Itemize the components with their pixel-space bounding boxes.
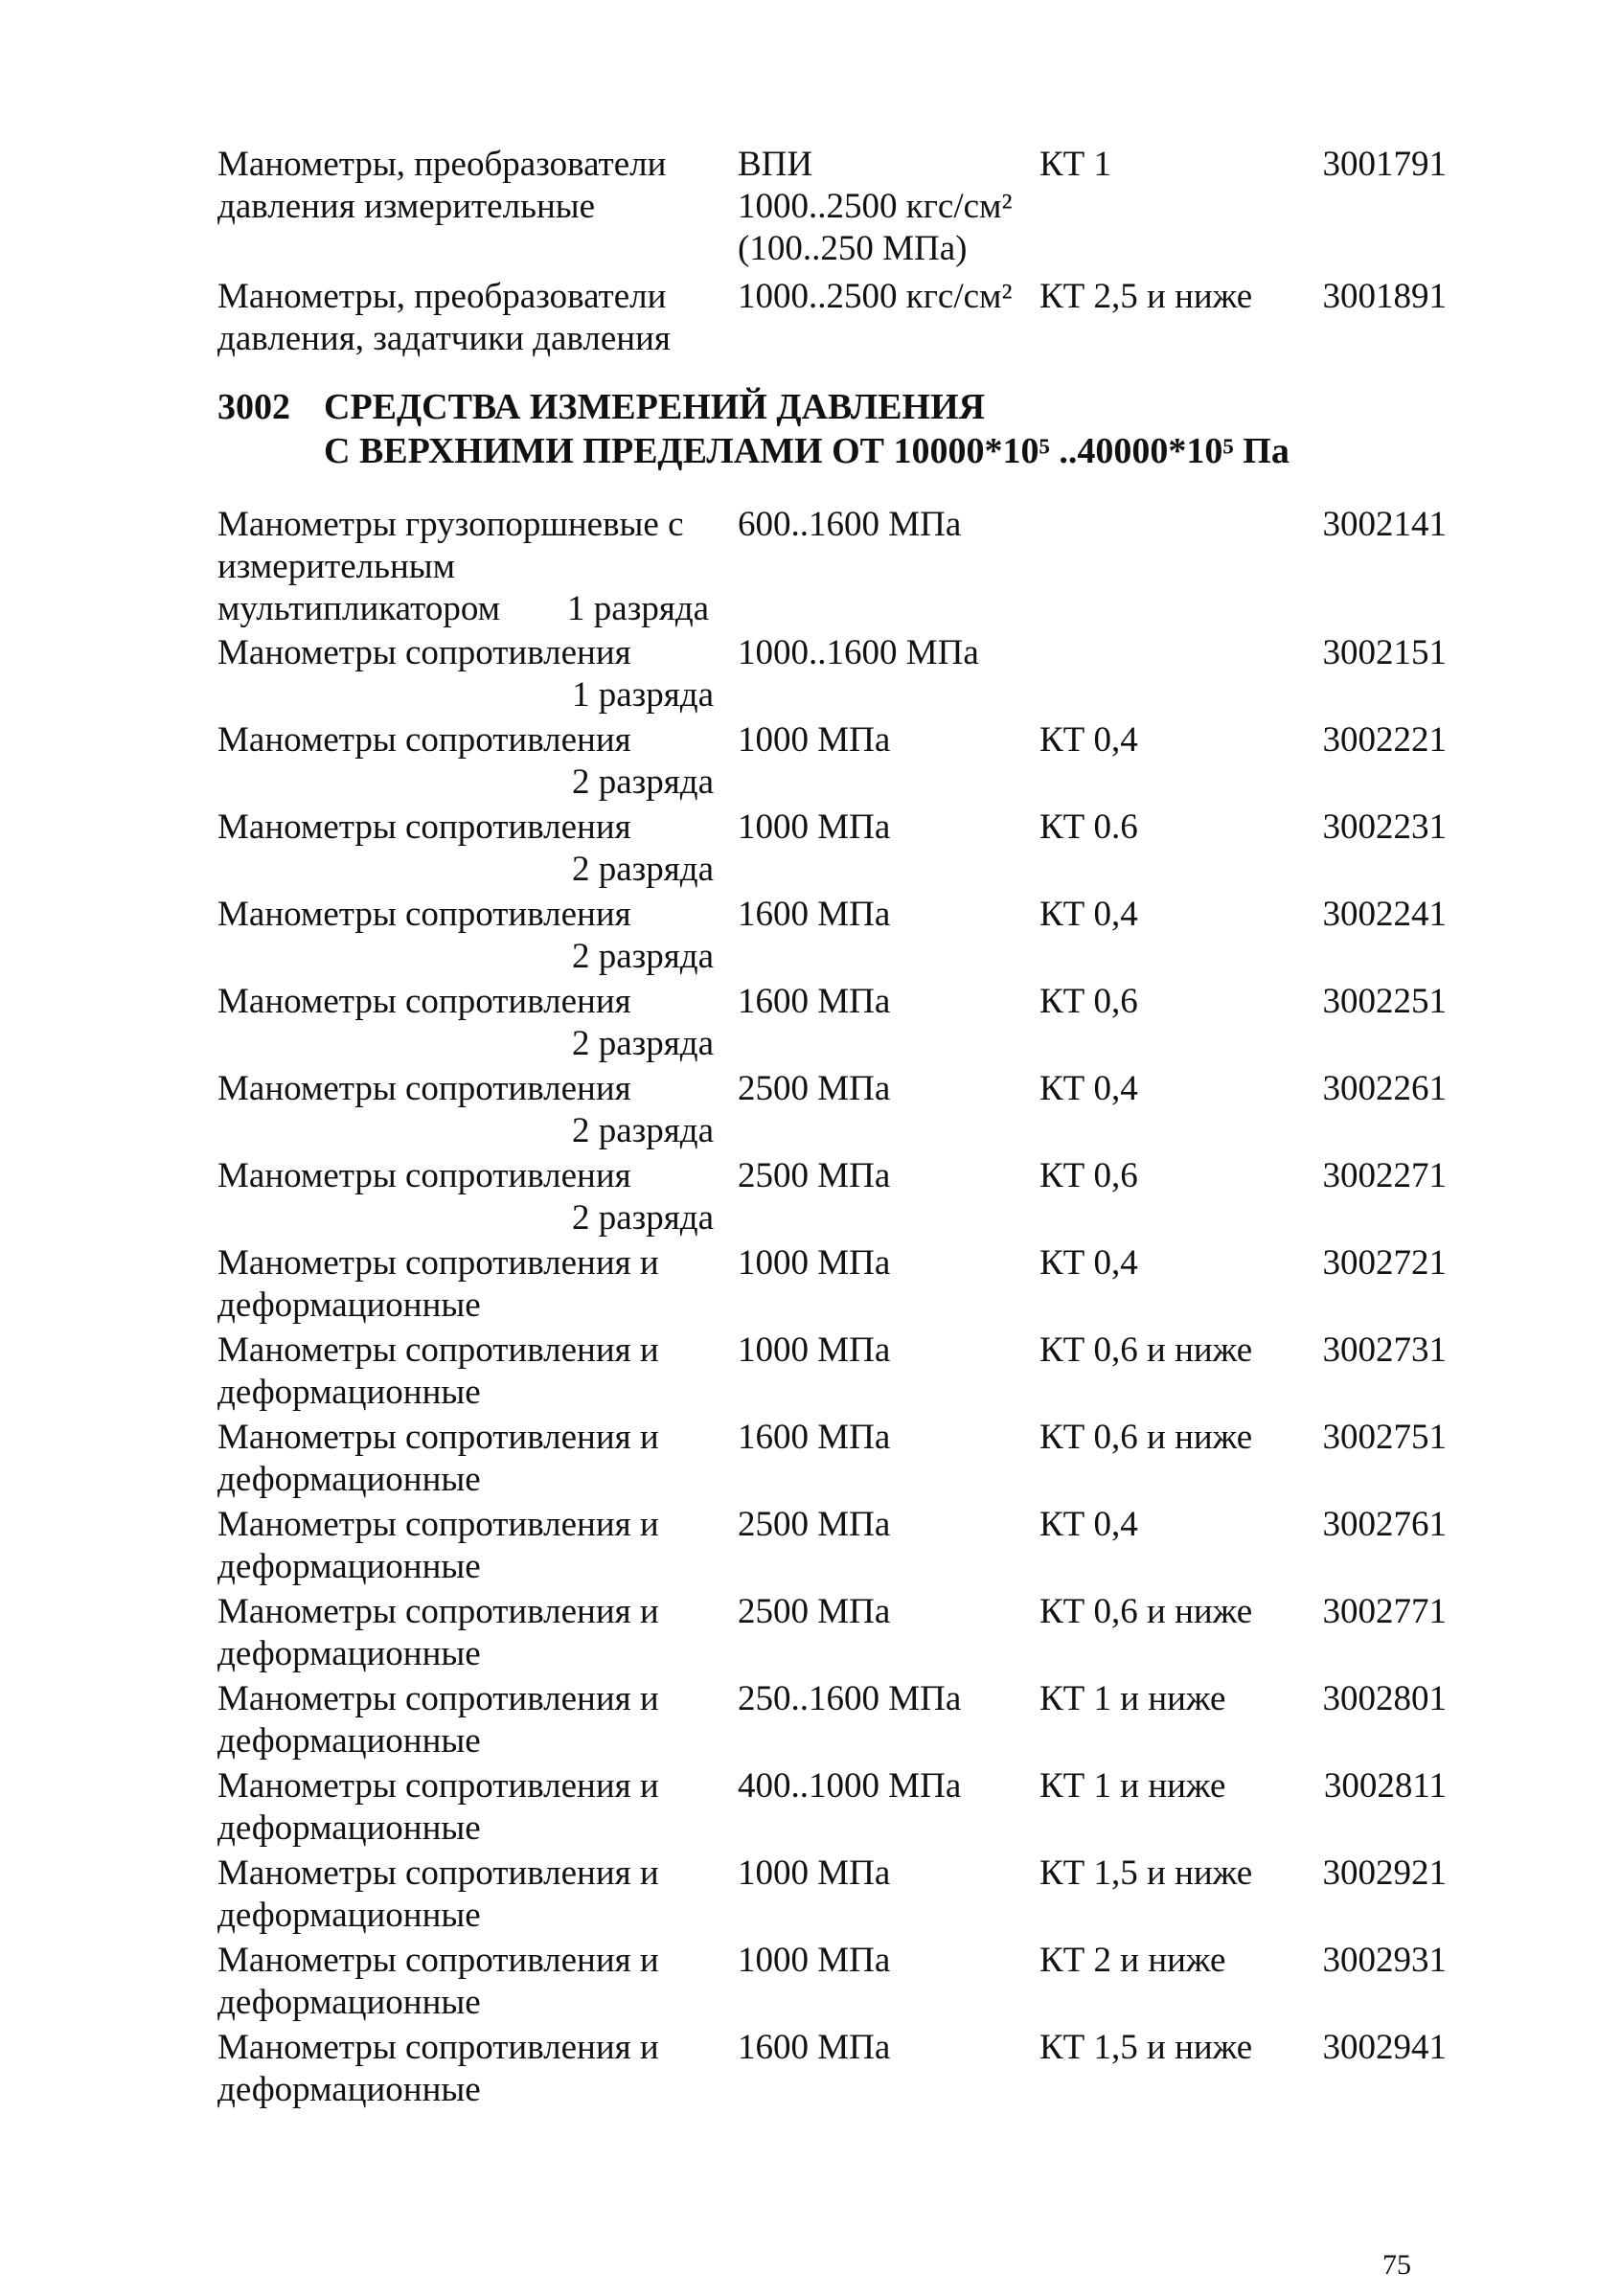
instrument-code: 3002141 — [1322, 505, 1447, 544]
instrument-code: 3002151 — [1322, 633, 1447, 672]
accuracy-class: КТ 0,6 и ниже — [1039, 1418, 1253, 1457]
accuracy-class: КТ 1,5 и ниже — [1039, 1853, 1253, 1893]
instrument-name: Манометры сопротивления и деформационные — [217, 2028, 659, 2109]
measurement-range: 250..1600 МПа — [738, 1679, 962, 1718]
measurement-range: 1600 МПа — [738, 1418, 891, 1457]
measurement-range: 1000 МПа — [738, 1330, 891, 1370]
instrument-name: Манометры сопротивления 1 разряда — [217, 632, 725, 716]
accuracy-class: КТ 0,4 — [1039, 1505, 1138, 1544]
accuracy-class: КТ 1 — [1039, 145, 1112, 184]
instrument-code: 3002811 — [1323, 1766, 1447, 1806]
page-number: 75 — [1382, 2249, 1411, 2281]
measurement-range: 1000 МПа — [738, 1941, 891, 1980]
accuracy-class: КТ 0,6 — [1039, 1156, 1138, 1195]
instrument-code: 3002261 — [1322, 1069, 1447, 1108]
instrument-code: 3002221 — [1322, 720, 1447, 760]
instrument-name: Манометры сопротивления и деформационные — [217, 1853, 659, 1935]
instrument-code: 3002771 — [1322, 1592, 1447, 1631]
instrument-code: 3002271 — [1322, 1156, 1447, 1195]
grade-label: 2 разряда — [572, 850, 715, 889]
accuracy-class: КТ 1,5 и ниже — [1039, 2028, 1253, 2067]
accuracy-class: КТ 0,6 и ниже — [1039, 1330, 1253, 1370]
accuracy-class: КТ 0,4 — [1039, 720, 1138, 760]
instrument-name: Манометры сопротивления и деформационные — [217, 1592, 659, 1673]
measurement-range: 2500 МПа — [738, 1592, 891, 1631]
accuracy-class: КТ 1 и ниже — [1039, 1766, 1226, 1806]
instrument-name: Манометры сопротивления 2 разряда — [217, 719, 725, 804]
instrument-name: Манометры сопротивления 2 разряда — [217, 894, 725, 978]
measurement-range: 1600 МПа — [738, 2028, 891, 2067]
instrument-code: 3002251 — [1322, 982, 1447, 1021]
instrument-name: Манометры сопротивления 2 разряда — [217, 807, 725, 891]
accuracy-class: КТ 0,4 — [1039, 1069, 1138, 1108]
grade-label: 2 разряда — [572, 1111, 715, 1150]
accuracy-class: КТ 2,5 и ниже — [1039, 277, 1253, 316]
instrument-name: Манометры, преобразователи давления измерительные — [217, 145, 667, 226]
instrument-name: Манометры сопротивления и деформационные — [217, 1243, 659, 1325]
accuracy-class: КТ 0.6 — [1039, 807, 1138, 847]
accuracy-class: КТ 2 и ниже — [1039, 1941, 1226, 1980]
instrument-name: Манометры грузопоршневые с измерительным мультипликатором 1 разряда — [217, 505, 710, 628]
instrument-code: 3002941 — [1322, 2028, 1447, 2067]
grade-label: 2 разряда — [572, 937, 715, 976]
measurement-range: 1000 МПа — [738, 1243, 891, 1283]
instrument-name: Манометры сопротивления 2 разряда — [217, 981, 725, 1065]
measurement-range: 1000 МПа — [738, 807, 891, 847]
instrument-name: Манометры сопротивления и деформационные — [217, 1679, 659, 1761]
measurement-range: 1600 МПа — [738, 895, 891, 934]
instrument-code: 3002761 — [1322, 1505, 1447, 1544]
instrument-code: 3002921 — [1322, 1853, 1447, 1893]
instrument-code: 3002801 — [1322, 1679, 1447, 1718]
instrument-name: Манометры сопротивления и деформационные — [217, 1505, 659, 1586]
grade-label: 2 разряда — [572, 762, 715, 802]
instrument-code: 3002931 — [1322, 1941, 1447, 1980]
measurement-range: 2500 МПа — [738, 1069, 891, 1108]
instrument-code: 3002751 — [1322, 1418, 1447, 1457]
measurement-range: 400..1000 МПа — [738, 1766, 962, 1806]
measurement-range: ВПИ 1000..2500 кгс/см² (100..250 МПа) — [738, 145, 1013, 268]
instrument-name: Манометры сопротивления и деформационные — [217, 1766, 659, 1848]
accuracy-class: КТ 0,4 — [1039, 1243, 1138, 1283]
instrument-name: Манометры сопротивления 2 разряда — [217, 1155, 725, 1239]
instrument-name: Манометры сопротивления и деформационные — [217, 1330, 659, 1412]
measurement-range: 1000..1600 МПа — [738, 633, 979, 672]
section-title: СРЕДСТВА ИЗМЕРЕНИЙ ДАВЛЕНИЯ С ВЕРХНИМИ ПРЕДЕЛАМИ ОТ 10000*10⁵ ..40000*10⁵ Па — [324, 387, 1290, 471]
instrument-name: Манометры сопротивления 2 разряда — [217, 1068, 725, 1152]
grade-label: 2 разряда — [572, 1198, 715, 1238]
measurement-range: 1000..2500 кгс/см² — [738, 277, 1013, 316]
instrument-code: 3002241 — [1322, 895, 1447, 934]
instrument-code: 3001891 — [1322, 277, 1447, 316]
measurement-range: 1000 МПа — [738, 1853, 891, 1893]
accuracy-class: КТ 0,6 — [1039, 982, 1138, 1021]
instrument-code: 3002721 — [1322, 1243, 1447, 1283]
accuracy-class: КТ 0,4 — [1039, 895, 1138, 934]
measurement-range: 1000 МПа — [738, 720, 891, 760]
grade-label: 1 разряда — [572, 675, 715, 715]
instrument-code: 3002731 — [1322, 1330, 1447, 1370]
measurement-range: 2500 МПа — [738, 1505, 891, 1544]
accuracy-class: КТ 0,6 и ниже — [1039, 1592, 1253, 1631]
instrument-name: Манометры, преобразователи давления, задатчики давления — [217, 277, 671, 358]
grade-label: 2 разряда — [572, 1024, 715, 1063]
grade-label: 1 разряда — [567, 589, 710, 628]
measurement-range: 2500 МПа — [738, 1156, 891, 1195]
measurement-range: 1600 МПа — [738, 982, 891, 1021]
accuracy-class: КТ 1 и ниже — [1039, 1679, 1226, 1718]
section-number: 3002 — [217, 387, 290, 427]
instrument-name: Манометры сопротивления и деформационные — [217, 1418, 659, 1499]
instrument-name: Манометры сопротивления и деформационные — [217, 1941, 659, 2022]
instrument-code: 3002231 — [1322, 807, 1447, 847]
instrument-code: 3001791 — [1322, 145, 1447, 184]
measurement-range: 600..1600 МПа — [738, 505, 962, 544]
